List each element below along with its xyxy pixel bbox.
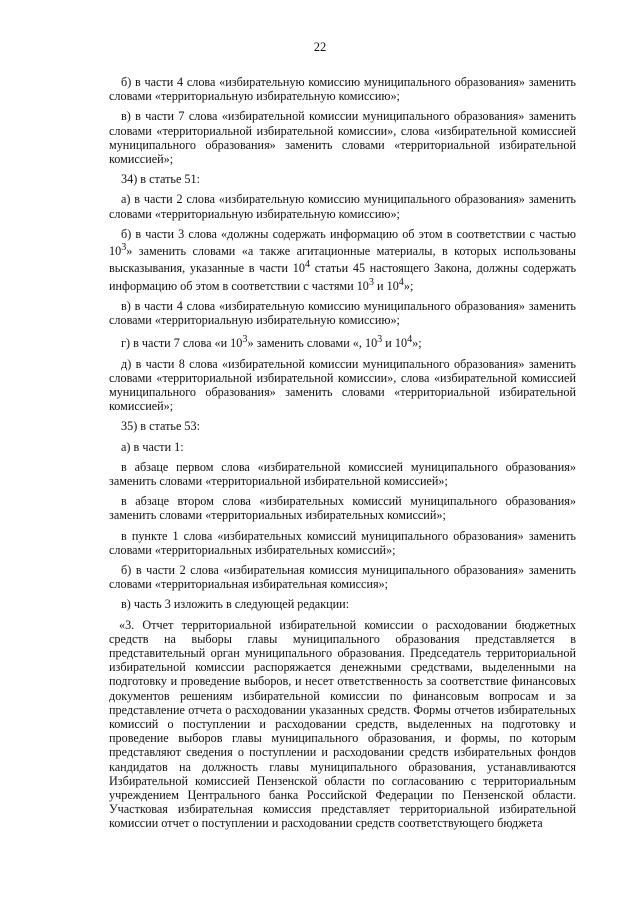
paragraph: а) в части 2 слова «избирательную комиссию муниципального образования» заменить словами «территориальную избирательную комиссию»; (109, 192, 576, 221)
paragraph: б) в части 4 слова «избирательную комиссию муниципального образования» заменить словами «территориальную избирательную комиссию»; (109, 75, 576, 104)
paragraph: б) в части 2 слова «избирательная комиссия муниципального образования» заменить словами «территориальная избирательная комиссия»; (109, 562, 576, 592)
paragraph: 35) в статье 53: (121, 419, 200, 434)
paragraph: в абзаце первом слова «избирательной комиссией муниципального образования» заменить словами «территориальной избирательной комиссией»; (109, 459, 576, 488)
paragraph: д) в части 8 слова «избирательной комиссии муниципального образования» заменить словами «территориальной избирательной комиссии», слова «избирательной комиссией муниципального образования» заменить словами «территориальной избирательной комиссией»; (109, 356, 576, 414)
quoted-text: «3. Отчет территориальной избирательной комиссии о расходовании бюджетных средств на выборы главы муниципального образования представляется в представительный орган муниципального образования. Председатель территориальной избирательной комиссии распоряжается денежными средствами, выделенными на подготовку и проведение выборов, и несет ответственность за соответствие финансовых документов решениям избирательной комиссии по финансовым вопросам и за представление отчета о расходовании указанных средств. Формы отчетов избирательных комиссий о поступлении и расходовании средств, выделенных на подготовку и проведение выборов главы муниципального образования, и формы, по которым представляют сведения о поступлении и расходовании средств избирательных фондов кандидатов на должность главы муниципального образования, устанавливаются Избирательной комиссией Пензенской области по согласованию с территориальным учреждением Центрального банка Российской Федерации по Пензенской области. Участковая избирательная комиссия представляет территориальной избирательной комиссии отчет о поступлении и расходовании средств соответствующего бюджета (109, 617, 576, 831)
paragraph: в абзаце втором слова «избирательных комиссий муниципального образования» заменить словами «территориальных избирательных комиссий»; (109, 494, 576, 523)
paragraph: 34) в статье 51: (121, 172, 200, 187)
document-body (109, 75, 576, 831)
paragraph: б) в части 3 слова «должны содержать информацию об этом в соответствии с частью $10^3$» заменить словами «а также агитационные материалы, в которых использованы высказывания, указанные в части $10^4$ статьи 45 настоящего Закона, должны содержать информацию об этом в соответствии с частями $10^3$ и $10^4$»; (109, 226, 576, 293)
paragraph: г) в части 7 слова «и $10^3$» заменить словами «, $10^3$ и $10^4$»; (121, 334, 422, 351)
paragraph: а) в части 1: (121, 439, 184, 454)
paragraph: в) в части 4 слова «избирательную комиссию муниципального образования» заменить словами «территориальную избирательную комиссию»; (109, 298, 576, 328)
page-number: 22 (313, 40, 327, 54)
paragraph: в) в части 7 слова «избирательной комиссии муниципального образования» заменить словами «территориальной избирательной комиссии», слова «избирательной комиссией муниципального образования» заменить словами «территориальной избирательной комиссией»; (109, 109, 576, 167)
paragraph: в) часть 3 изложить в следующей редакции: (121, 597, 350, 612)
paragraph: в пункте 1 слова «избирательных комиссий муниципального образования» заменить словами «территориальных избирательных комиссий»; (109, 528, 576, 557)
